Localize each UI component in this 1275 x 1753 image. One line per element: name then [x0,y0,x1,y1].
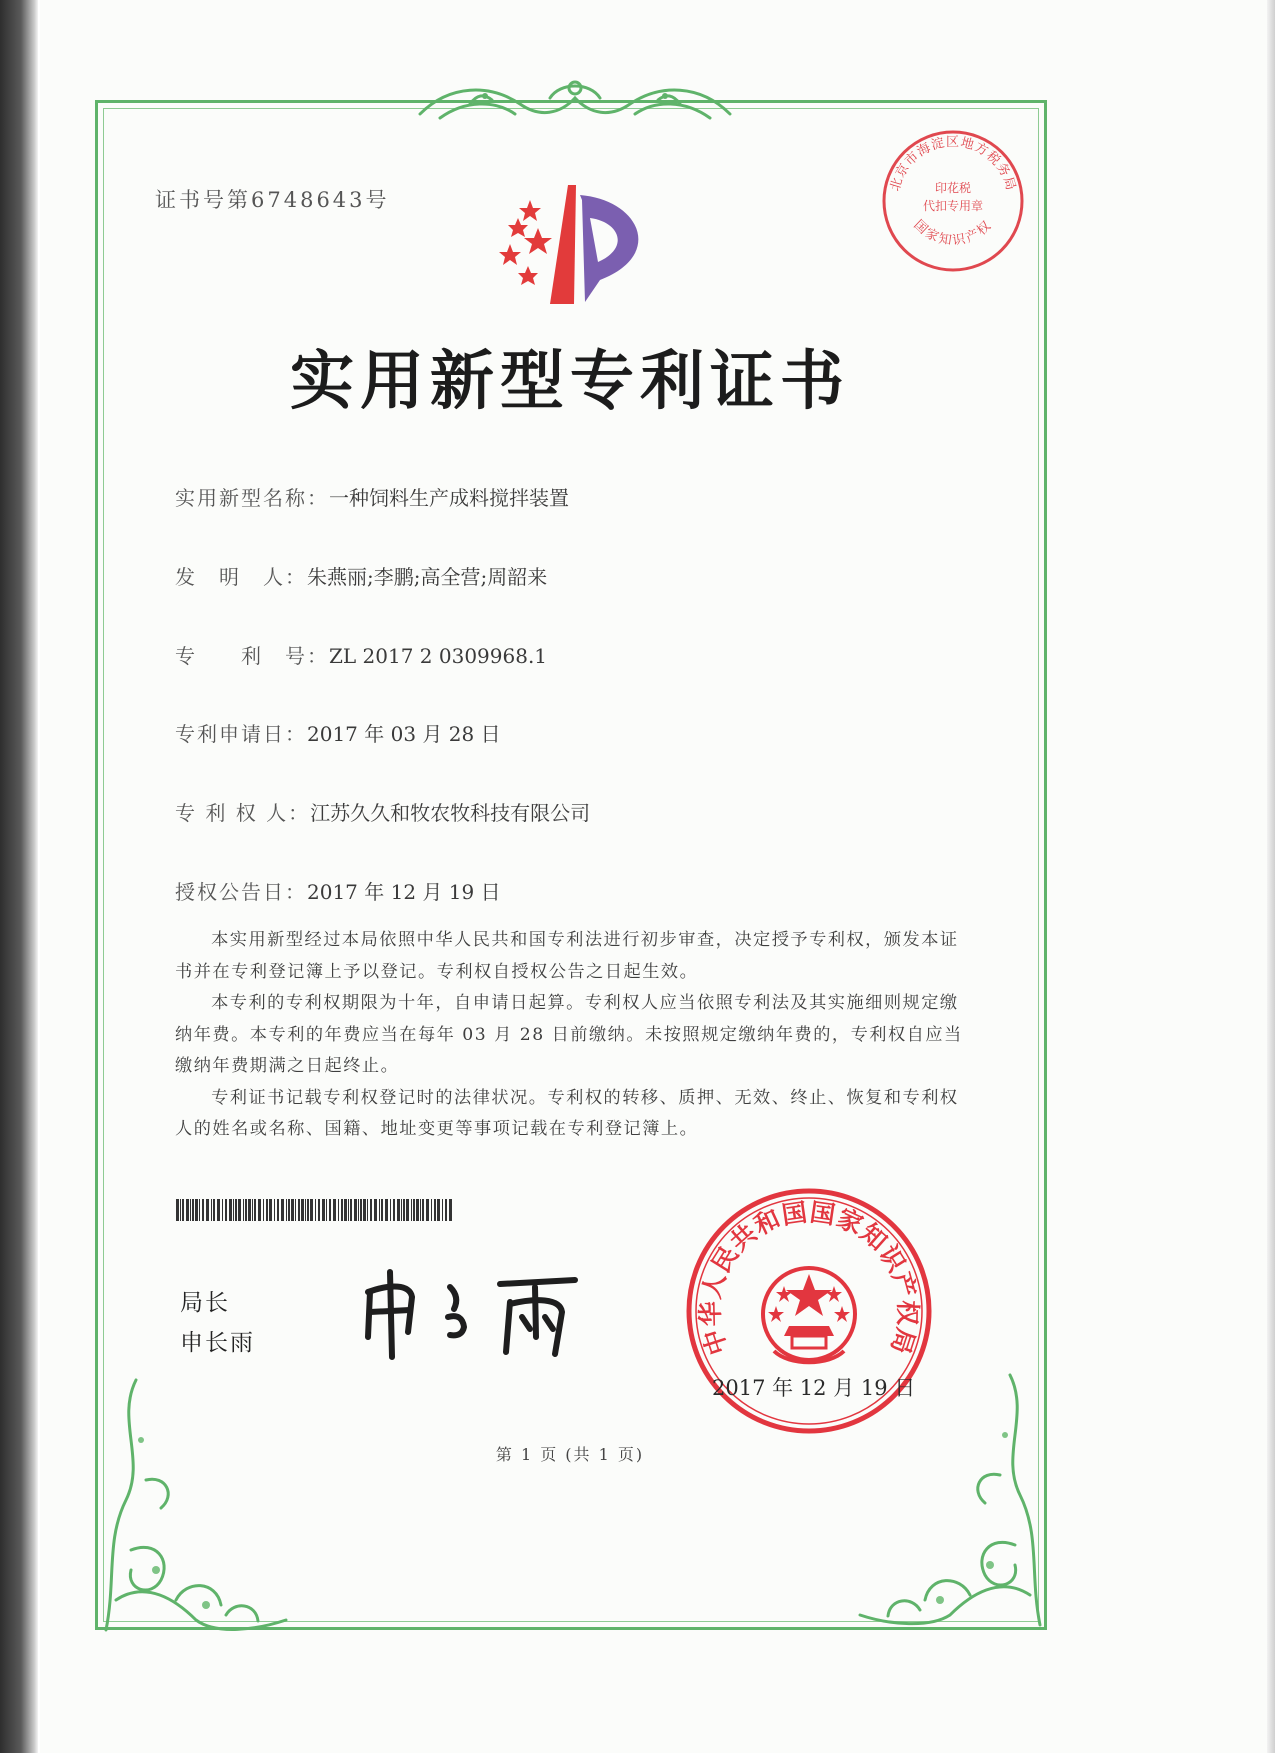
top-ornament-icon [410,74,740,132]
barcode-bar [403,1199,405,1221]
tax-stamp-icon [880,128,1026,274]
director-title: 局长 [180,1290,230,1316]
barcode-bar [195,1199,198,1221]
barcode-bar [222,1199,223,1221]
field-value: 一种饲料生产成料搅拌装置 [329,486,569,510]
barcode-bar [186,1199,189,1221]
barcode-bar [266,1199,268,1221]
body-paragraph: 专利证书记载专利权登记时的法律状况。专利权的转移、质押、无效、终止、恢复和专利权人的姓名或名称、国籍、地址变更等事项记载在专利登记簿上。 [175,1087,959,1139]
certificate-body [175,925,975,1146]
field-label: 专利申请日： [175,722,307,746]
field-patent-number [175,640,547,669]
barcode-bar [442,1199,443,1221]
barcode-bar [305,1199,306,1221]
barcode-bar [370,1199,372,1221]
director-signature [350,1262,590,1362]
barcode-bar [426,1199,429,1221]
barcode-bar [360,1199,362,1221]
barcode-bar [298,1199,300,1221]
body-paragraph: 本实用新型经过本局依照中华人民共和国专利法进行初步审查，决定授予专利权，颁发本证书并在专利登记簿上予以登记。专利权自授权公告之日起生效。 [175,930,959,982]
barcode-bar [449,1199,452,1221]
barcode-bar [213,1199,215,1221]
barcode-bar [354,1199,357,1221]
barcode-bar [367,1199,368,1221]
field-label: 实用新型名称： [175,486,329,510]
barcode-bar [225,1199,227,1221]
field-value: 2017 年 12 月 19 日 [307,880,501,904]
barcode-bar [338,1199,339,1221]
barcode-bar [401,1199,402,1221]
cert-number-value: 6748643 [251,188,366,212]
barcode-bar [374,1199,377,1221]
official-seal-text: 中华人民共和国国家知识产权局 [695,1197,923,1359]
barcode-bar [431,1199,432,1221]
barcode-bar [326,1199,327,1221]
svg-text:国家知识产权 [911,217,996,249]
barcode-bar [348,1199,349,1221]
barcode-bar [397,1199,400,1221]
barcode-bar [258,1199,261,1221]
field-grant-date [175,876,501,905]
barcode-bar [295,1199,296,1221]
tax-stamp-inner-line2: 代扣专用章 [922,199,984,213]
barcode-bar [192,1199,194,1221]
barcode-bar [322,1199,325,1221]
barcode-bar [379,1199,380,1221]
field-label: 发 明 人： [175,565,307,589]
certificate-number [155,184,390,214]
barcode-bar [190,1199,191,1221]
field-application-date [175,718,501,747]
field-utility-model-name [175,482,569,511]
barcode-bar [176,1199,179,1221]
barcode-bar [235,1199,237,1221]
tax-stamp-outer-text: 北京市海淀区地方税务局 [887,135,1019,193]
field-value: 江苏久久和牧农牧科技有限公司 [310,801,591,825]
seal-date: 2017 年 12 月 19 日 [712,1376,916,1400]
barcode-bar [301,1199,304,1221]
barcode-bar [252,1199,253,1221]
barcode-bar [358,1199,359,1221]
barcode-bar [350,1199,352,1221]
barcode-bar [254,1199,256,1221]
page-footer: 第 1 页 (共 1 页) [495,1445,645,1464]
barcode-bar [269,1199,272,1221]
field-value: 2017 年 03 月 28 日 [307,722,501,746]
barcode-bar [288,1199,290,1221]
barcode-bar [329,1199,331,1221]
barcode-bar [318,1199,320,1221]
barcode-bar [202,1199,204,1221]
scan-edge-shadow [0,0,38,1753]
barcode-bar [363,1199,366,1221]
sipo-logo-icon [490,180,660,310]
barcode-bar [217,1199,220,1221]
barcode-bar [263,1199,264,1221]
field-inventor [175,561,547,590]
barcode-bar [229,1199,232,1221]
barcode-bar [416,1199,419,1221]
barcode-bar [243,1199,244,1221]
barcode-bar [344,1199,347,1221]
barcode-bar [406,1199,409,1221]
barcode-bar [411,1199,412,1221]
barcode-bar [420,1199,421,1221]
barcode-icon [176,1199,454,1221]
barcode-bar [341,1199,343,1221]
barcode-bar [310,1199,313,1221]
barcode-bar [307,1199,309,1221]
field-patentee [175,797,590,826]
field-value: ZL 2017 2 0309968.1 [329,644,548,668]
barcode-bar [274,1199,275,1221]
barcode-bar [413,1199,415,1221]
national-emblem-icon [763,1268,855,1362]
barcode-bar [281,1199,284,1221]
cert-number-label: 证书号第 [155,188,251,212]
director-name: 申长雨 [180,1330,255,1356]
barcode-bar [211,1199,212,1221]
barcode-bar [437,1199,440,1221]
barcode-bar [393,1199,395,1221]
barcode-bar [286,1199,287,1221]
barcode-bar [422,1199,424,1221]
page-title: 实用新型专利证书 [290,345,850,419]
field-label: 专 利 号： [175,644,329,668]
barcode-bar [381,1199,383,1221]
tax-stamp-inner-line1: 印花税 [934,181,972,195]
barcode-bar [248,1199,251,1221]
barcode-bar [180,1199,181,1221]
barcode-bar [390,1199,391,1221]
cert-number-suffix: 号 [365,188,390,212]
barcode-bar [199,1199,200,1221]
barcode-bar [238,1199,241,1221]
barcode-bar [445,1199,447,1221]
barcode-bar [233,1199,234,1221]
scan-edge-right [1267,0,1275,1753]
field-label: 专 利 权 人： [175,801,311,825]
barcode-bar [277,1199,279,1221]
barcode-bar [182,1199,184,1221]
barcode-bar [434,1199,436,1221]
body-paragraph: 本专利的专利权期限为十年，自申请日起算。专利权人应当依照专利法及其实施细则规定缴纳年费。本专利的年费应当在每年 03 月 28 日前缴纳。未按照规定缴纳年费的，专利权自应当缴纳年费期满之日起终止。 [175,993,963,1076]
barcode-bar [333,1199,336,1221]
barcode-bar [315,1199,316,1221]
field-value: 朱燕丽;李鹏;高全营;周韶来 [307,565,548,589]
barcode-bar [291,1199,294,1221]
barcode-bar [206,1199,209,1221]
tax-stamp-bottom-text: 国家知识产权 [910,217,996,249]
barcode-bar [245,1199,247,1221]
field-label: 授权公告日： [175,880,307,904]
barcode-bar [385,1199,388,1221]
